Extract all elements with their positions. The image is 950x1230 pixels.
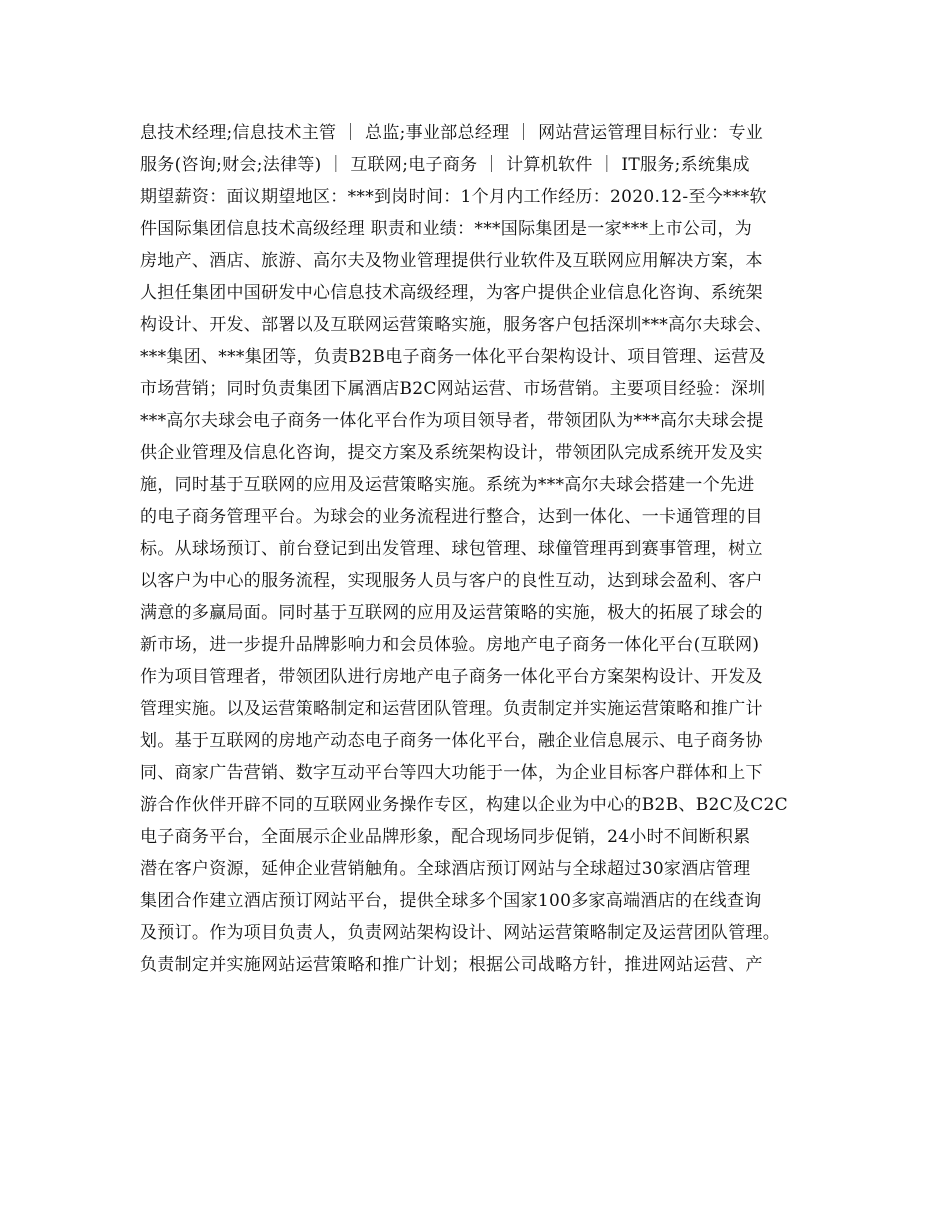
text-line: 潜在客户资源，延伸企业营销触角。全球酒店预订网站与全球超过30家酒店管理 xyxy=(140,859,751,879)
text-line: 以客户为中心的服务流程，实现服务人员与客户的良性互动，达到球会盈利、客户 xyxy=(140,571,763,591)
text-line: 供企业管理及信息化咨询，提交方案及系统架构设计，带领团队完成系统开发及实 xyxy=(140,443,763,463)
body-text xyxy=(140,117,830,981)
text-line: 新市场，进一步提升品牌影响力和会员体验。房地产电子商务一体化平台(互联网) xyxy=(140,635,760,655)
text-line: 标。从球场预订、前台登记到出发管理、球包管理、球僮管理再到赛事管理，树立 xyxy=(140,539,763,559)
text-line: 件国际集团信息技术高级经理 职责和业绩：***国际集团是一家***上市公司，为 xyxy=(140,219,753,239)
text-line: 管理实施。以及运营策略制定和运营团队管理。负责制定并实施运营策略和推广计 xyxy=(140,699,763,719)
text-line: 作为项目管理者，带领团队进行房地产电子商务一体化平台方案架构设计、开发及 xyxy=(140,667,763,687)
text-line: 市场营销；同时负责集团下属酒店B2C网站运营、市场营销。主要项目经验：深圳 xyxy=(140,379,766,399)
text-line: 游合作伙伴开辟不同的互联网业务操作专区，构建以企业为中心的B2B、B2C及C2C xyxy=(140,795,788,815)
text-line: 划。基于互联网的房地产动态电子商务一体化平台，融企业信息展示、电子商务协 xyxy=(140,731,763,751)
text-line: ***高尔夫球会电子商务一体化平台作为项目领导者，带领团队为***高尔夫球会提 xyxy=(140,411,764,431)
text-line: 息技术经理;信息技术主管 ｜ 总监;事业部总经理 ｜ 网站营运管理目标行业：专业 xyxy=(140,123,764,143)
text-line: 同、商家广告营销、数字互动平台等四大功能于一体，为企业目标客户群体和上下 xyxy=(140,763,763,783)
text-line: 期望薪资：面议期望地区：***到岗时间：1个月内工作经历：2020.12-至今***软 xyxy=(140,187,767,207)
text-line: 构设计、开发、部署以及互联网运营策略实施，服务客户包括深圳***高尔夫球会、 xyxy=(140,315,772,335)
text-line: 满意的多赢局面。同时基于互联网的应用及运营策略的实施，极大的拓展了球会的 xyxy=(140,603,763,623)
text-line: 的电子商务管理平台。为球会的业务流程进行整合，达到一体化、一卡通管理的目 xyxy=(140,507,763,527)
text-line: 服务(咨询;财会;法律等) ｜ 互联网;电子商务 ｜ 计算机软件 ｜ IT服务;系统集成 xyxy=(140,155,750,175)
text-line: 负责制定并实施网站运营策略和推广计划；根据公司战略方针，推进网站运营、产 xyxy=(140,955,763,975)
text-line: ***集团、***集团等，负责B2B电子商务一体化平台架构设计、项目管理、运营及 xyxy=(140,347,766,367)
text-line: 人担任集团中国研发中心信息技术高级经理，为客户提供企业信息化咨询、系统架 xyxy=(140,283,763,303)
text-line: 房地产、酒店、旅游、高尔夫及物业管理提供行业软件及互联网应用解决方案，本 xyxy=(140,251,763,271)
text-line: 施，同时基于互联网的应用及运营策略实施。系统为***高尔夫球会搭建一个先进 xyxy=(140,475,755,495)
text-line: 集团合作建立酒店预订网站平台，提供全球多个国家100多家高端酒店的在线查询 xyxy=(140,891,762,911)
text-line: 及预订。作为项目负责人，负责网站架构设计、网站运营策略制定及运营团队管理。 xyxy=(140,923,781,943)
text-line: 电子商务平台，全面展示企业品牌形象，配合现场同步促销，24小时不间断积累 xyxy=(140,827,751,847)
